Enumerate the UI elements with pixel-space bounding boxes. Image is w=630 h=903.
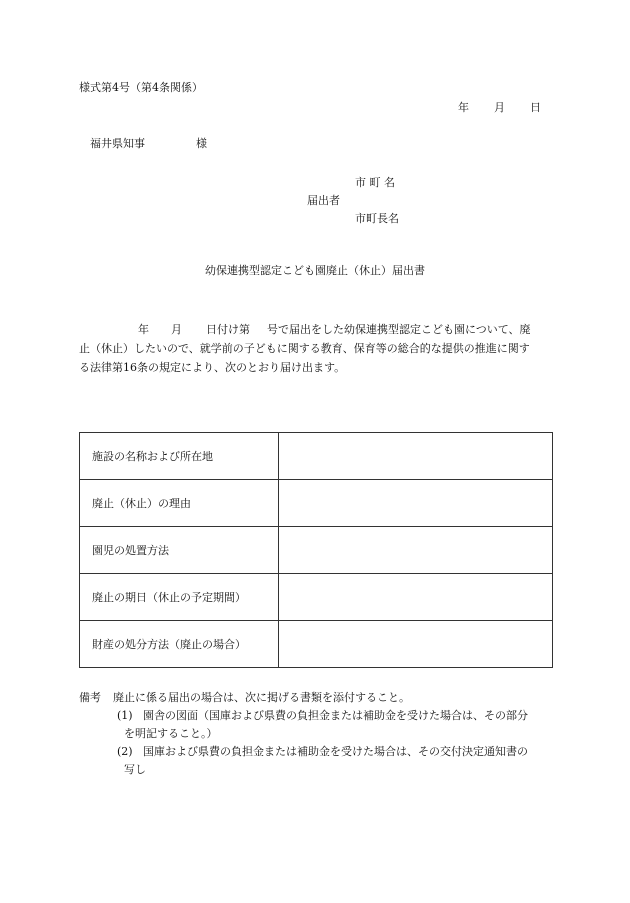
date-year-label: 年 bbox=[458, 101, 469, 114]
notification-table bbox=[79, 432, 553, 668]
row-label-reason: 廃止（休止）の理由 bbox=[80, 480, 279, 527]
body-month-label: 月 bbox=[171, 323, 182, 336]
table-row bbox=[80, 433, 553, 480]
notes-intro-row bbox=[79, 689, 528, 707]
row-label-closure-date: 廃止の期日（休止の予定期間） bbox=[80, 574, 279, 621]
notes-item-1-line1: 園舎の図面（国庫および県費の負担金または補助金を受けた場合は、その部分 bbox=[143, 709, 528, 722]
notes-item-1-cont: を明記すること。） bbox=[124, 727, 218, 740]
row-label-property-disposal: 財産の処分方法（廃止の場合） bbox=[80, 621, 279, 668]
body-line-3: る法律第16条の規定により、次のとおり届け出ます。 bbox=[79, 361, 346, 374]
body-year-label: 年 bbox=[138, 323, 149, 336]
addressee-honorific: 様 bbox=[196, 137, 207, 150]
notes-section bbox=[79, 689, 528, 779]
addressee-name: 福井県知事 bbox=[90, 137, 145, 150]
notes-item-2-cont: 写し bbox=[124, 763, 146, 776]
notes-intro: 廃止に係る届出の場合は、次に掲げる書類を添付すること。 bbox=[113, 691, 410, 704]
body-line-2: 止（休止）したいので、就学前の子どもに関する教育、保育等の総合的な提供の推進に関す bbox=[79, 342, 530, 355]
notes-item-2 bbox=[79, 743, 528, 761]
body-line-1-rest: 号で届出をした幼保連携型認定こども園について、廃 bbox=[267, 323, 531, 336]
row-label-children-handling: 園児の処置方法 bbox=[80, 527, 279, 574]
date-day-label: 日 bbox=[530, 101, 541, 114]
row-value-reason[interactable] bbox=[279, 480, 553, 527]
notes-item-2-number: (2) bbox=[117, 745, 133, 758]
date-month-label: 月 bbox=[494, 101, 505, 114]
row-value-closure-date[interactable] bbox=[279, 574, 553, 621]
body-day-label: 日付け第 bbox=[206, 323, 250, 336]
submitter-mayor-label: 市町長名 bbox=[355, 212, 399, 225]
notes-item-2-line1: 国庫および県費の負担金または補助金を受けた場合は、その交付決定通知書の bbox=[143, 745, 528, 758]
row-value-facility[interactable] bbox=[279, 433, 553, 480]
table-row bbox=[80, 527, 553, 574]
table-row bbox=[80, 480, 553, 527]
submitter-city-label: 市 町 名 bbox=[355, 176, 395, 189]
row-value-children-handling[interactable] bbox=[279, 527, 553, 574]
notes-heading: 備考 bbox=[79, 691, 101, 704]
row-value-property-disposal[interactable] bbox=[279, 621, 553, 668]
body-line-1 bbox=[79, 320, 553, 339]
notes-item-1 bbox=[79, 707, 528, 725]
table-row bbox=[80, 574, 553, 621]
submitter-label: 届出者 bbox=[307, 194, 340, 207]
form-number: 様式第4号（第4条関係） bbox=[79, 81, 203, 94]
body-paragraph bbox=[79, 320, 553, 377]
notes-item-1-number: (1) bbox=[117, 709, 133, 722]
row-label-facility: 施設の名称および所在地 bbox=[80, 433, 279, 480]
document-title: 幼保連携型認定こども園廃止（休止）届出書 bbox=[205, 264, 425, 277]
table-row bbox=[80, 621, 553, 668]
